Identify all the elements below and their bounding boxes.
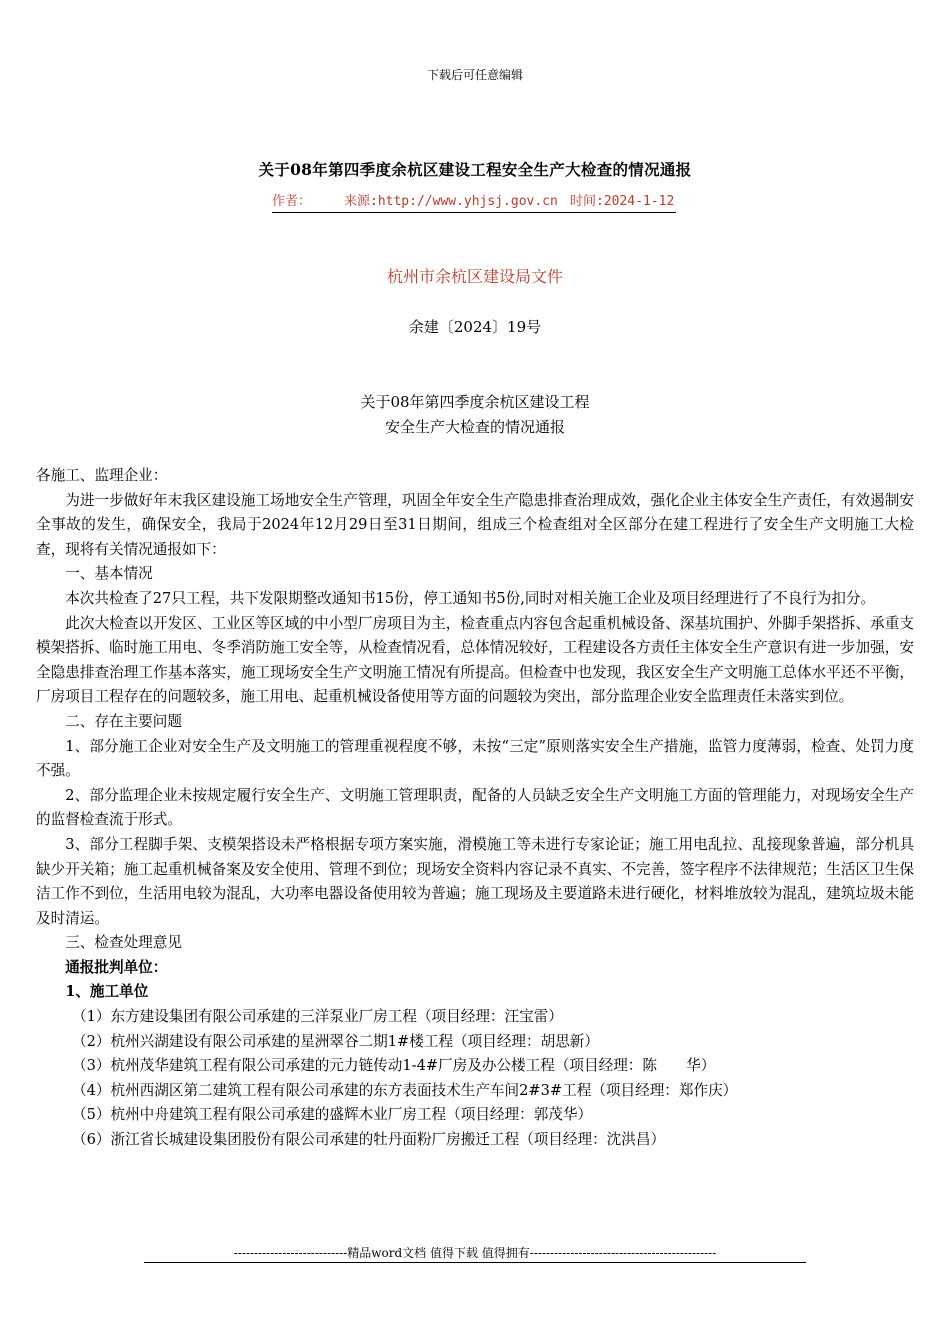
salutation: 各施工、监理企业： [36,467,168,484]
section-2-paragraph-2: 2、部分监理企业未按规定履行安全生产、文明施工管理职责，配备的人员缺乏安全生产文明施工方面的管理能力，对现场安全生产的监督检查流于形式。 [36,786,914,829]
meta-divider [272,212,676,213]
contractor-item: （1）东方建设集团有限公司承建的三洋泵业厂房工程（项目经理：汪宝雷） [72,1008,563,1026]
footer-divider [144,1262,806,1263]
criticized-units-heading: 通报批判单位： [65,958,168,976]
publish-time: 时间:2024-1-12 [570,194,675,209]
contractor-item: （2）杭州兴湖建设有限公司承建的星洲翠谷二期1#楼工程（项目经理：胡思新） [72,1032,599,1050]
section-1-paragraph-1: 本次共检查了27只工程，共下发限期整改通知书15份，停工通知书5份,同时对相关施工企业及项目经理进行了不良行为扣分。 [65,589,876,607]
article-title: 关于08年第四季度余杭区建设工程安全生产大检查的情况通报 [258,160,692,179]
section-2-paragraph-1: 1、部分施工企业对安全生产及文明施工的管理重视程度不够，未按“三定”原则落实安全生产措施，监管力度薄弱，检查、处罚力度不强。 [36,737,914,780]
document-title [0,390,950,440]
section-2-paragraph-3: 3、部分工程脚手架、支模架搭设未严格根据专项方案实施，滑模施工等未进行专家论证；施工用电乱拉、乱接现象普遍，部分机具缺少开关箱；施工起重机械备案及安全使用、管理不到位；现场安全资料内容记录不真实、不完善，签字程序不法律规范；生活区卫生保洁工作不到位，生活用电较为混乱，大功率电器设备使用较为普遍；施工现场及主要道路未进行硬化，材料堆放较为混乱，建筑垃圾未能及时清运。 [36,835,914,927]
contractor-heading: 1、施工单位 [65,983,149,1001]
document-body [36,464,914,1153]
author-label: 作者： [272,194,312,209]
issuing-organization: 杭州市余杭区建设局文件 [386,267,563,286]
footer-banner: ----------------------------精品word文档 值得下载 值得拥有---------------------------------------------- [233,1246,717,1260]
section-3-heading: 三、检查处理意见 [65,934,182,952]
contractor-item: （5）杭州中舟建筑工程有限公司承建的盛辉木业厂房工程（项目经理：郭茂华） [72,1106,593,1124]
article-meta [272,190,676,209]
document-title-line-1: 关于08年第四季度余杭区建设工程 [360,393,590,411]
section-1-paragraph-2: 此次大检查以开发区、工业区等区域的中小型厂房项目为主，检查重点内容包含起重机械设备、深基坑围护、外脚手架搭拆、承重支模架搭拆、临时施工用电、冬季消防施工安全等，从检查情况看，总体情况较好，工程建设各方责任主体安全生产意识有进一步加强，安全隐患排查治理工作基本落实，施工现场安全生产文明施工情况有所提高。但检查中也发现，我区安全生产文明施工总体水平还不平衡，厂房项目工程存在的问题较多，施工用电、起重机械设备使用等方面的问题较为突出，部分监理企业安全监理责任未落实到位。 [36,614,914,706]
header-note: 下载后可任意编辑 [426,68,523,82]
contractor-item: （4）杭州西湖区第二建筑工程有限公司承建的东方表面技术生产车间2#3#工程（项目经理：郑作庆） [72,1081,738,1099]
source-link[interactable]: 来源:http://www.yhjsj.gov.cn [344,194,558,209]
document-number: 余建〔2024〕19号 [408,318,542,336]
section-2-heading: 二、存在主要问题 [65,712,182,730]
contractor-item: （6）浙江省长城建设集团股份有限公司承建的牡丹面粉厂房搬迁工程（项目经理：沈洪昌） [72,1131,666,1149]
intro-paragraph: 为进一步做好年末我区建设施工场地安全生产管理，巩固全年安全生产隐患排查治理成效，强化企业主体安全生产责任，有效遏制安全事故的发生，确保安全，我局于2024年12月29日至31日期间，组成三个检查组对全区部分在建工程进行了安全生产文明施工大检查，现将有关情况通报如下： [36,491,914,558]
contractor-item: （3）杭州茂华建筑工程有限公司承建的元力链传动1-4#厂房及办公楼工程（项目经理：陈 华） [72,1057,716,1075]
section-1-heading: 一、基本情况 [65,565,153,583]
document-title-line-2: 安全生产大检查的情况通报 [384,418,565,436]
